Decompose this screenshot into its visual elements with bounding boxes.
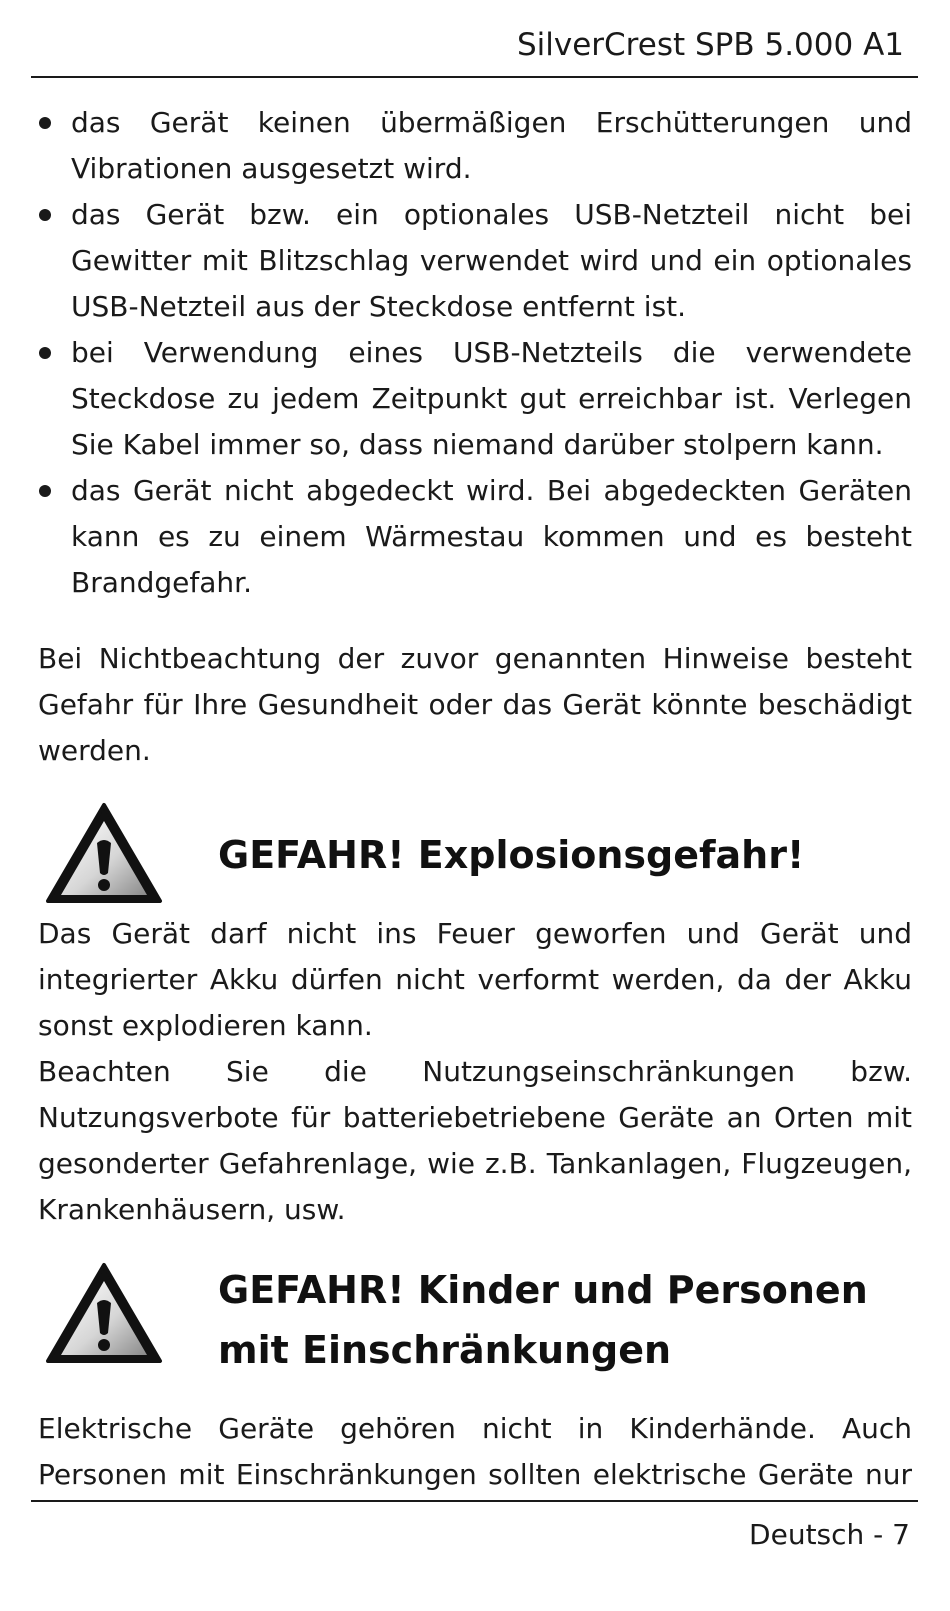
bullet-icon [39, 117, 51, 129]
children-paragraph: Elektrische Geräte gehören nicht in Kinderhände. Auch Personen mit Einschränkungen sollten elektrische Geräte nur [38, 1412, 912, 1491]
list-item [38, 330, 912, 468]
list-item-text: das Gerät keinen übermäßigen Erschütterungen und Vibrationen ausgesetzt wird. [71, 106, 912, 185]
safety-bullet-list [38, 100, 912, 606]
list-item-text: bei Verwendung eines USB-Netzteils die verwendete Steckdose zu jedem Zeitpunkt gut erreichbar ist. Verlegen Sie Kabel immer so, dass niemand darüber stolpern kann. [71, 336, 912, 461]
list-item [38, 192, 912, 330]
page-number-label: Deutsch - 7 [749, 1518, 910, 1551]
bullet-icon [39, 209, 51, 221]
children-danger-heading [218, 1260, 868, 1380]
warning-triangle-icon [44, 1261, 164, 1365]
footer-divider [31, 1500, 918, 1502]
usage-restrictions-paragraph: Beachten Sie die Nutzungseinschränkungen bzw. Nutzungsverbote für batteriebetriebene Geräte an Orten mit gesonderter Gefahrenlage, wie z.B. Tankanlagen, Flugzeugen, Krankenhäusern, usw. [38, 1055, 912, 1226]
explosion-danger-heading: GEFAHR! Explosionsgefahr! [218, 833, 805, 877]
children-heading-line-1: GEFAHR! Kinder und Personen [218, 1268, 868, 1312]
list-item-text: das Gerät bzw. ein optionales USB-Netzteil nicht bei Gewitter mit Blitzschlag verwendet wird und ein optionales USB-Netzteil aus der Steckdose entfernt ist. [71, 198, 912, 323]
header-divider [31, 76, 918, 78]
explosion-paragraph: Das Gerät darf nicht ins Feuer geworfen und Gerät und integrierter Akku dürfen nicht verformt werden, da der Akku sonst explodieren kann. [38, 917, 912, 1042]
bullet-icon [39, 347, 51, 359]
intro-paragraph: Bei Nichtbeachtung der zuvor genannten Hinweise besteht Gefahr für Ihre Gesundheit oder das Gerät könnte beschädigt werden. [38, 642, 912, 767]
warning-triangle-icon [44, 801, 164, 905]
list-item [38, 100, 912, 192]
list-item-text: das Gerät nicht abgedeckt wird. Bei abgedeckten Geräten kann es zu einem Wärmestau kommen und es besteht Brandgefahr. [71, 474, 912, 599]
bullet-icon [39, 485, 51, 497]
list-item [38, 468, 912, 606]
page-header-title: SilverCrest SPB 5.000 A1 [516, 27, 904, 63]
children-heading-line-2: mit Einschränkungen [218, 1328, 672, 1372]
